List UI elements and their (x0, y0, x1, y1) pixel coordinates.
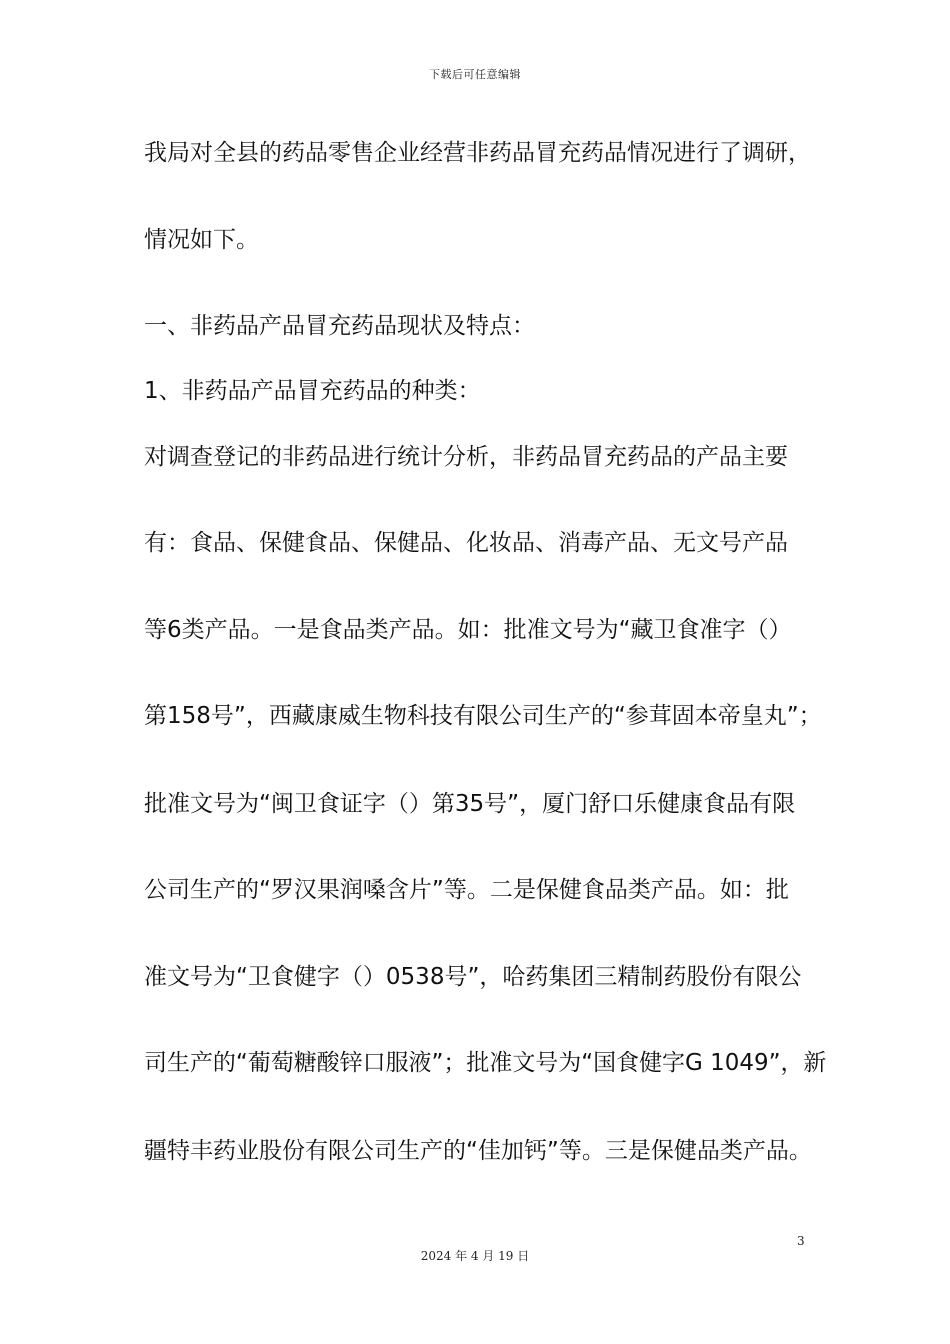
page-header: 下载后可任意编辑 (429, 68, 521, 81)
paragraph-line: 等6类产品。一是食品类产品。如：批准文号为“藏卫食准字（） (144, 617, 792, 643)
paragraph-line: 对调查登记的非药品进行统计分析，非药品冒充药品的产品主要 (144, 444, 788, 470)
paragraph-line: 有：食品、保健食品、保健品、化妆品、消毒产品、无文号产品 (144, 530, 788, 556)
subsection-heading: 1、非药品产品冒充药品的种类： (144, 378, 481, 404)
paragraph-line: 准文号为“卫食健字（）0538号”，哈药集团三精制药股份有限公 (144, 964, 802, 990)
paragraph-line: 情况如下。 (144, 227, 259, 253)
section-heading: 一、非药品产品冒充药品现状及特点： (144, 313, 535, 339)
paragraph-line: 第158号”，西藏康威生物科技有限公司生产的“参茸固本帝皇丸”； (144, 703, 822, 729)
paragraph-line: 疆特丰药业股份有限公司生产的“佳加钙”等。三是保健品类产品。 (144, 1138, 812, 1164)
paragraph-line: 公司生产的“罗汉果润嗓含片”等。二是保健食品类产品。如：批 (144, 877, 789, 903)
page-footer-date: 2024 年 4 月 19 日 (420, 1249, 530, 1263)
paragraph-line: 批准文号为“闽卫食证字（）第35号”，厦门舒口乐健康食品有限 (144, 791, 796, 817)
paragraph-line: 司生产的“葡萄糖酸锌口服液”；批准文号为“国食健字G 1049”，新 (144, 1050, 827, 1076)
paragraph-line: 我局对全县的药品零售企业经营非药品冒充药品情况进行了调研， (144, 140, 811, 166)
page-number: 3 (797, 1234, 805, 1248)
